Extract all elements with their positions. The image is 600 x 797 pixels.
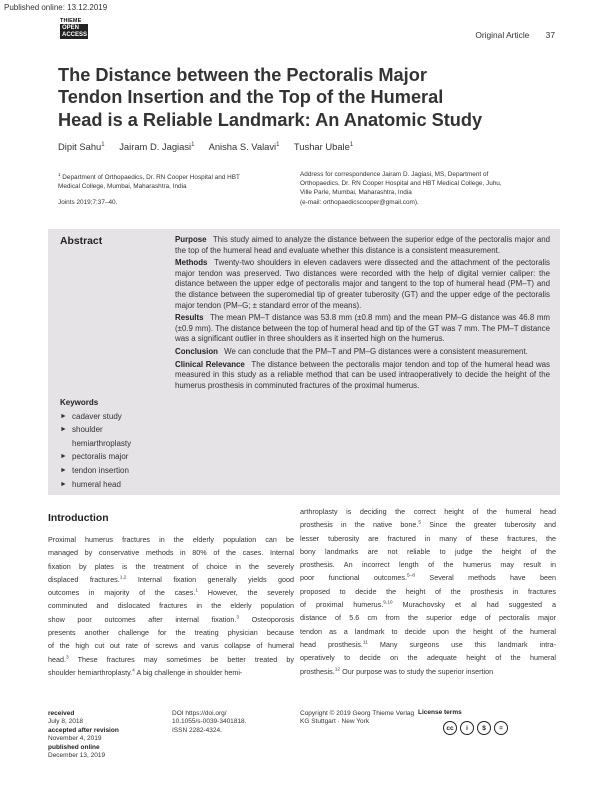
logo-access: ACCESS xyxy=(62,32,88,38)
journal-citation: Joints 2019;7:37–40. xyxy=(58,199,118,206)
page-number: 37 xyxy=(545,30,555,40)
text-line: Proximal humerus fractures in the elderly population can be xyxy=(48,535,294,544)
author-affil-ref: 1 xyxy=(276,141,280,148)
affiliation-number: 1 xyxy=(58,172,61,177)
title-line-1: The Distance between the Pectoralis Major xyxy=(58,65,427,85)
logo-open: OPEN xyxy=(60,24,88,32)
abstract-clinical-relevance xyxy=(175,360,550,392)
title-line-3: Head is a Reliable Landmark: An Anatomic Study xyxy=(58,109,483,130)
thieme-open-access-logo xyxy=(60,18,88,42)
doi-line-1[interactable]: DOI https://doi.org/ xyxy=(172,710,227,717)
text-line: head.$^3$ These fractures may sometimes be better treated by xyxy=(48,654,294,664)
text-line: distance of 5.6 cm from the superior edge of pectoralis major xyxy=(300,613,556,623)
published-date: December 13, 2019 xyxy=(48,752,106,760)
methods-label: Methods xyxy=(175,258,208,268)
cc-by-icon: i xyxy=(460,721,474,735)
copyright-line-2: KG Stuttgart · New York xyxy=(300,718,370,726)
article-history xyxy=(48,710,119,760)
accepted-date: November 4, 2019 xyxy=(48,735,102,743)
text-line: fixation by plates is the treatment of choice in the severely xyxy=(48,561,294,571)
abstract-heading: Abstract xyxy=(60,236,103,247)
correspondence-address xyxy=(300,170,555,207)
text-line: head prosthesis.$^{11}$ Many surgeons use this landmark intra- xyxy=(300,639,556,649)
keyword-item: hemiarthroplasty xyxy=(72,438,132,448)
article-type: Original Article xyxy=(475,30,530,40)
cc-nd-icon: = xyxy=(494,721,508,735)
introduction-column-2 xyxy=(300,505,556,678)
arrow-right-icon: ► xyxy=(60,480,67,488)
text-line: outcomes in majority of the cases.$^1$ However, the severely xyxy=(48,588,294,598)
reference-number[interactable]: 5–8 xyxy=(407,574,416,580)
reference-number[interactable]: 5 xyxy=(418,520,422,526)
keyword-item: ► pectoralis major xyxy=(60,450,131,464)
author-name: Dipit Sahu xyxy=(58,141,102,152)
text-line: arthroplasty is deciding the correct height of the humeral head xyxy=(300,507,556,516)
text-line: operatively to decide on the adequate height of the humeral xyxy=(300,653,556,663)
received-label: received xyxy=(48,710,75,717)
text-line: presents another challenge for the treating physician because xyxy=(48,628,294,638)
author-affil-ref: 1 xyxy=(191,141,195,148)
keyword-item: ► shoulder xyxy=(60,423,131,437)
received-date: July 8, 2018 xyxy=(48,718,84,726)
abstract-methods xyxy=(175,258,550,311)
reference-number[interactable]: 11 xyxy=(362,640,368,646)
reference-number[interactable]: 1,2 xyxy=(119,575,127,581)
methods-text: Twenty-two shoulders in eleven cadavers were dissected and the attachment of the pectoralis major tendon was preserved. Two distances were recorded with the help of digital vernier caliper: the distance between the upper edge of pectoralis major and tangent to the top of humeral head (PM–T) and the distance between the superomedial tip of greater tuberosity (GT) and the upper edge of the pectoralis major tendon (PM–G; ± standard error of the means). xyxy=(175,258,550,310)
correspondence-label: Address for correspondence xyxy=(300,171,381,178)
arrow-right-icon: ► xyxy=(60,412,67,420)
creative-commons-icons xyxy=(443,721,508,735)
title-line-2: Tendon Insertion and the Top of the Humeral xyxy=(58,87,444,108)
abstract-body xyxy=(175,235,550,391)
results-text: The mean PM–T distance was 53.8 mm (±0.8 mm) and the mean PM–G distance was 46.8 mm (±0.9 mm). The distance between the top of humeral head and tip of the GT was 7 mm. The PM–T distance was a significant outlier in three shoulders as it inserted high on the humerus. xyxy=(175,313,550,344)
keywords-block xyxy=(60,396,131,491)
article-title xyxy=(58,64,558,131)
text-line: prosthesis.$^{12}$ Our purpose was to study the superior insertion xyxy=(300,666,494,676)
arrow-right-icon: ► xyxy=(60,453,67,461)
results-label: Results xyxy=(175,313,204,323)
published-online-stamp: Published online: 13.12.2019 xyxy=(4,3,108,12)
affiliation xyxy=(58,170,298,192)
reference-number[interactable]: 4 xyxy=(132,668,135,674)
text-line: poor functional outcomes.$^{5-8}$ Several methods have been xyxy=(300,573,556,583)
text-line: tendon as a landmark to decide upon the height of the humeral xyxy=(300,626,556,636)
reference-number[interactable]: 12 xyxy=(334,667,341,673)
keyword-item: ► tendon insertion xyxy=(60,464,131,478)
copyright-line-1: Copyright © 2019 Georg Thieme Verlag xyxy=(300,710,415,717)
text-line: managed by conservative methods in 80% of the cases. Internal xyxy=(48,548,294,558)
reference-number[interactable]: 9,10 xyxy=(383,600,393,606)
cc-icon: cc xyxy=(443,721,457,735)
text-line: displaced fractures.$^{1,2}$ Internal fixation generally yields good xyxy=(48,574,294,584)
reference-number[interactable]: 3 xyxy=(66,655,69,661)
arrow-right-icon: ► xyxy=(60,426,67,434)
conclusion-label: Conclusion xyxy=(175,346,218,356)
abstract-results xyxy=(175,313,550,345)
text-line: prosthesis. An incorrect length of the humerus may result in xyxy=(300,560,556,570)
author-affil-ref: 1 xyxy=(349,141,354,148)
text-line: lesser tuberosity are fractured in many of these fractures, the xyxy=(300,533,556,543)
issn: ISSN 2282-4324. xyxy=(172,726,222,734)
cc-nc-icon: $ xyxy=(477,721,491,735)
text-line: show poor outcomes after internal fixation.$^3$ Osteoporosis xyxy=(48,614,294,624)
author-name: Tushar Ubale xyxy=(293,141,350,152)
author-name: Anisha S. Valavi xyxy=(208,141,277,152)
relevance-text: The distance between the pectoralis major tendon and top of the humeral head was measured in this study as a reliable method that can be used intraoperatively to decide the height of the humerus prosthesis in comminuted fractures of the proximal humerus. xyxy=(175,359,550,390)
arrow-right-icon: ► xyxy=(60,466,67,474)
affiliation-line-2: Medical College, Mumbai, Maharashtra, India xyxy=(58,183,187,191)
running-header xyxy=(475,30,555,40)
introduction-column-1 xyxy=(48,533,294,679)
text-line: proposed to decide the height of the prosthesis in fractures xyxy=(300,586,556,596)
introduction-heading: Introduction xyxy=(48,513,109,524)
text-line: prosthesis in the native bone.$^5$ Since the greater tuberosity and xyxy=(300,520,556,530)
correspondence-email: (e-mail: orthopaedicscooper@gmail.com). xyxy=(300,198,419,206)
text-line: shoulder hemiarthroplasty.$^4$ A big challenge in shoulder hemi- xyxy=(48,667,243,677)
purpose-label: Purpose xyxy=(175,235,207,244)
text-line: of proximal humerus.$^{9,10}$ Murachovsky et al had suggested a xyxy=(300,600,556,610)
text-line: bony landmarks are not reliable to judge the height of the xyxy=(300,546,556,556)
text-line: of the high cut out rate of screws and varus collapse of humeral xyxy=(48,641,294,651)
keyword-item: ► humeral head xyxy=(60,478,131,492)
affiliation-line-1: Department of Orthopaedics, Dr. RN Cooper Hospital and HBT xyxy=(62,174,240,182)
correspondence-line-3: Ville Parle, Mumbai, Maharashtra, India xyxy=(300,189,412,197)
correspondence-line-2: Orthopaedics, Dr. RN Cooper Hospital and HBT Medical College, Juhu, xyxy=(300,180,502,188)
text-line: comminuted and dislocated fractures in the elderly population xyxy=(48,601,294,611)
author-name: Jairam D. Jagiasi xyxy=(119,141,192,152)
relevance-label: Clinical Relevance xyxy=(175,359,245,369)
author-list xyxy=(58,141,558,152)
copyright-block xyxy=(300,710,414,727)
correspondence-line-1: Jairam D. Jagiasi, MS, Department of xyxy=(382,171,489,178)
conclusion-text: We can conclude that the PM–T and PM–G distances were a consistent measurement. xyxy=(224,346,528,356)
abstract-conclusion xyxy=(175,347,550,358)
keywords-title: Keywords xyxy=(60,398,99,407)
reference-number[interactable]: 3 xyxy=(236,615,239,621)
author-affil-ref: 1 xyxy=(101,141,105,148)
accepted-label: accepted after revision xyxy=(48,726,119,734)
doi-line-2[interactable]: 10.1055/s-0039-3401818. xyxy=(172,718,247,726)
abstract-purpose xyxy=(175,235,550,256)
doi-block xyxy=(172,710,246,735)
purpose-text: This study aimed to analyze the distance between the superior edge of the pectoralis major and the top of the humeral head and evaluate whether this distance is a consistent measurement. xyxy=(175,235,550,255)
license-terms-label[interactable]: License terms xyxy=(418,709,462,716)
reference-number[interactable]: 1 xyxy=(195,588,199,594)
published-label: published online xyxy=(48,743,100,751)
logo-thieme: THIEME xyxy=(60,18,82,24)
keyword-item: ► cadaver study xyxy=(60,410,131,424)
